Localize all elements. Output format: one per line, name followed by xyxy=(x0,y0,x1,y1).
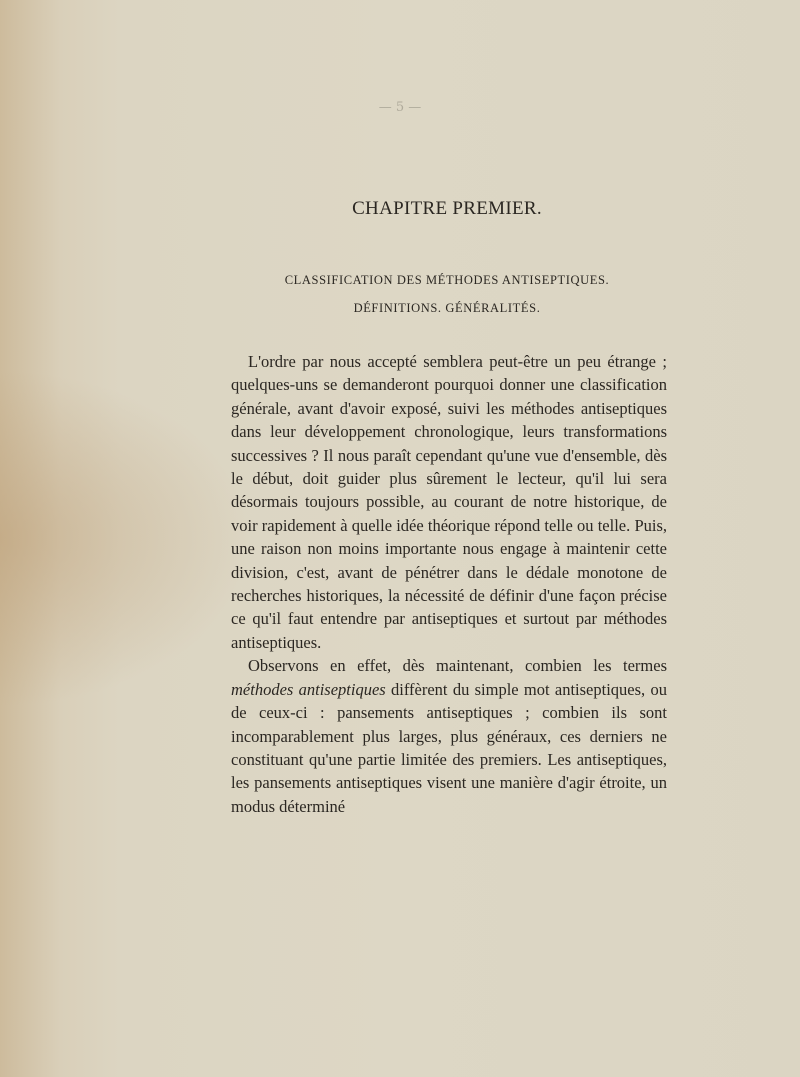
chapter-title: CHAPITRE PREMIER. xyxy=(352,198,542,219)
paragraph: L'ordre par nous accepté semblera peut-être un peu étrange ; quelques-uns se demanderont pourquoi donner une classification générale, avant d'avoir exposé, suivi les méthodes antiseptiques dans leur développement chronologique, leurs transformations successives ? Il nous paraît cependant qu'une vue d'ensemble, dès le début, doit guider plus sûrement le lecteur, qu'il lui sera désormais toujours possible, au courant de notre historique, de voir rapidement à quelle idée théorique répond telle ou telle. Puis, une raison non moins importante nous engage à maintenir cette division, c'est, avant de pénétrer dans le dédale monotone de recherches historiques, la nécessité de définir d'une façon précise ce qu'il faut entendre par antiseptiques et surtout par méthodes antiseptiques. xyxy=(231,352,667,652)
section-subtitle: DÉFINITIONS. GÉNÉRALITÉS. xyxy=(353,301,541,315)
italic-term: méthodes antiseptiques xyxy=(231,679,386,699)
paragraph-text: diffèrent du simple mot antiseptiques, ou de ceux-ci : pansements antiseptiques ; combien ils sont incomparablement plus larges, plus généraux, ces derniers ne constituant qu'une partie limitée des premiers. Les antiseptiques, les pansements antiseptiques visent une manière d'agir étroite, un modus déterminé xyxy=(231,679,667,816)
section-title: CLASSIFICATION DES MÉTHODES ANTISEPTIQUES. xyxy=(284,273,610,287)
body-text xyxy=(231,350,667,818)
paragraph xyxy=(231,654,667,818)
page-number: — 5 — xyxy=(378,100,422,115)
paragraph-text: Observons en effet, dès maintenant, combien les termes xyxy=(248,656,667,676)
